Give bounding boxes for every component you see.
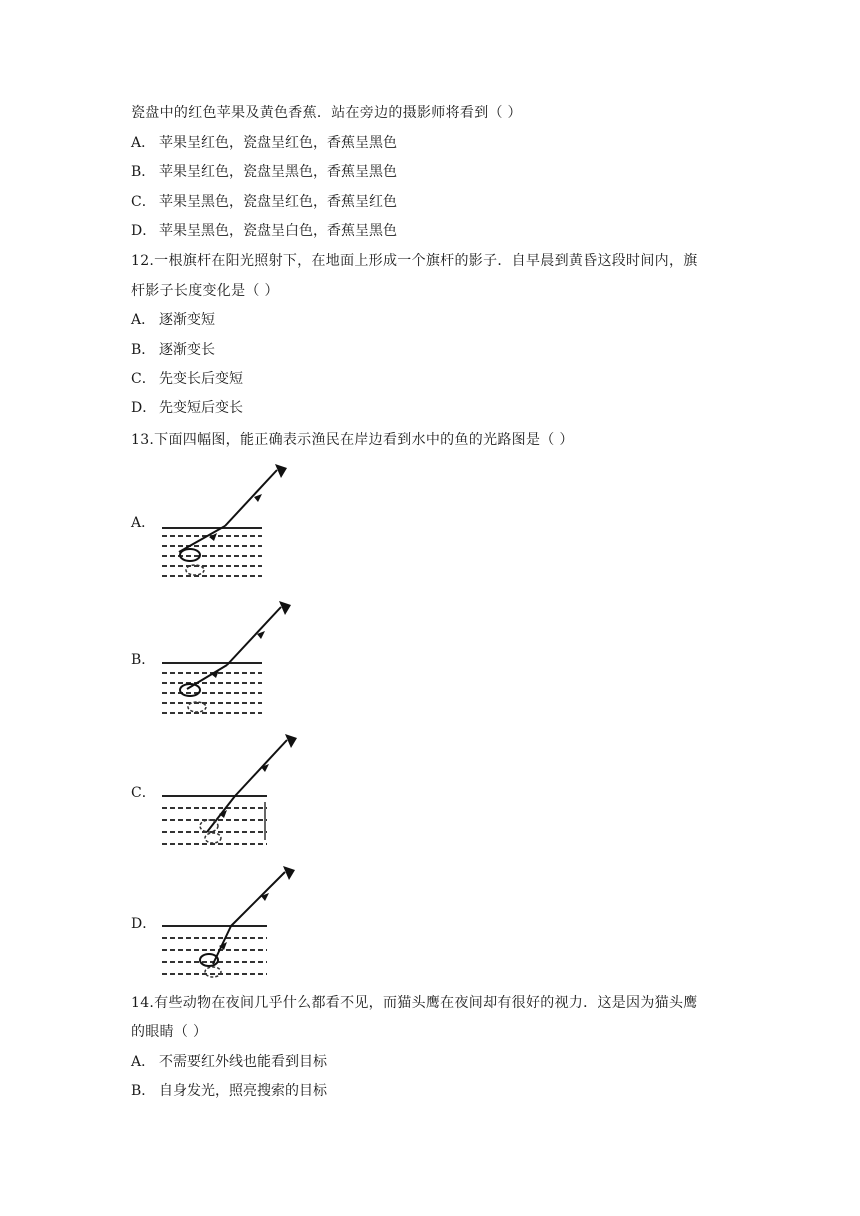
- option-label: B．: [131, 1083, 156, 1099]
- q14-option-b[interactable]: [131, 1081, 327, 1101]
- option-label: B．: [131, 342, 156, 358]
- q12-stem-line1: 12.一根旗杆在阳光照射下，在地面上形成一个旗杆的影子．自早晨到黄昏这段时间内，旗: [131, 253, 698, 269]
- light-path-diagram-c: [157, 728, 307, 853]
- q13-stem: 13.下面四幅图，能正确表示渔民在岸边看到水中的鱼的光路图是（ ）: [131, 432, 574, 448]
- option-label: A．: [131, 135, 156, 151]
- option-text: 苹果呈红色，瓷盘呈黑色，香蕉呈黑色: [159, 164, 397, 180]
- option-text: 苹果呈黑色，瓷盘呈红色，香蕉呈红色: [159, 194, 397, 210]
- q13-figure-d[interactable]: [131, 860, 311, 985]
- q11-option-d[interactable]: [131, 221, 397, 241]
- light-path-diagram-d: [157, 860, 307, 985]
- q12-option-b[interactable]: [131, 340, 215, 360]
- figure-label: B．: [131, 652, 156, 668]
- option-label: C．: [131, 194, 156, 210]
- option-text: 逐渐变短: [159, 312, 215, 328]
- option-label: A．: [131, 312, 156, 328]
- figure-label: D．: [131, 916, 157, 932]
- option-text: 先变短后变长: [159, 400, 243, 416]
- q13-figure-c[interactable]: [131, 728, 311, 853]
- light-path-diagram-b: [157, 597, 307, 722]
- q11-stem: 瓷盘中的红色苹果及黄色香蕉．站在旁边的摄影师将看到（ ）: [131, 105, 522, 121]
- q13-figure-b[interactable]: [131, 597, 311, 722]
- q11-option-c[interactable]: [131, 192, 397, 212]
- option-label: B．: [131, 164, 156, 180]
- option-label: D．: [131, 223, 157, 239]
- q14-option-a[interactable]: [131, 1052, 327, 1072]
- q11-option-b[interactable]: [131, 162, 397, 182]
- q12-option-d[interactable]: [131, 398, 243, 418]
- light-path-diagram-a: [157, 460, 307, 585]
- q14-stem-line2: 的眼睛（ ）: [131, 1024, 208, 1040]
- q13-figure-a[interactable]: [131, 460, 311, 585]
- q14-stem-line1: 14.有些动物在夜间几乎什么都看不见，而猫头鹰在夜间却有很好的视力．这是因为猫头鹰: [131, 995, 698, 1011]
- q12-option-c[interactable]: [131, 369, 243, 389]
- figure-label: C．: [131, 785, 156, 801]
- option-label: D．: [131, 400, 157, 416]
- option-text: 苹果呈黑色，瓷盘呈白色，香蕉呈黑色: [159, 223, 397, 239]
- q12-option-a[interactable]: [131, 310, 215, 330]
- option-text: 苹果呈红色，瓷盘呈红色，香蕉呈黑色: [159, 135, 397, 151]
- q11-option-a[interactable]: [131, 133, 397, 153]
- option-text: 先变长后变短: [159, 371, 243, 387]
- figure-label: A．: [131, 515, 156, 531]
- option-text: 自身发光，照亮搜索的目标: [159, 1083, 327, 1099]
- option-text: 不需要红外线也能看到目标: [159, 1054, 327, 1070]
- option-text: 逐渐变长: [159, 342, 215, 358]
- q12-stem-line2: 杆影子长度变化是（ ）: [131, 283, 279, 299]
- option-label: C．: [131, 371, 156, 387]
- option-label: A．: [131, 1054, 156, 1070]
